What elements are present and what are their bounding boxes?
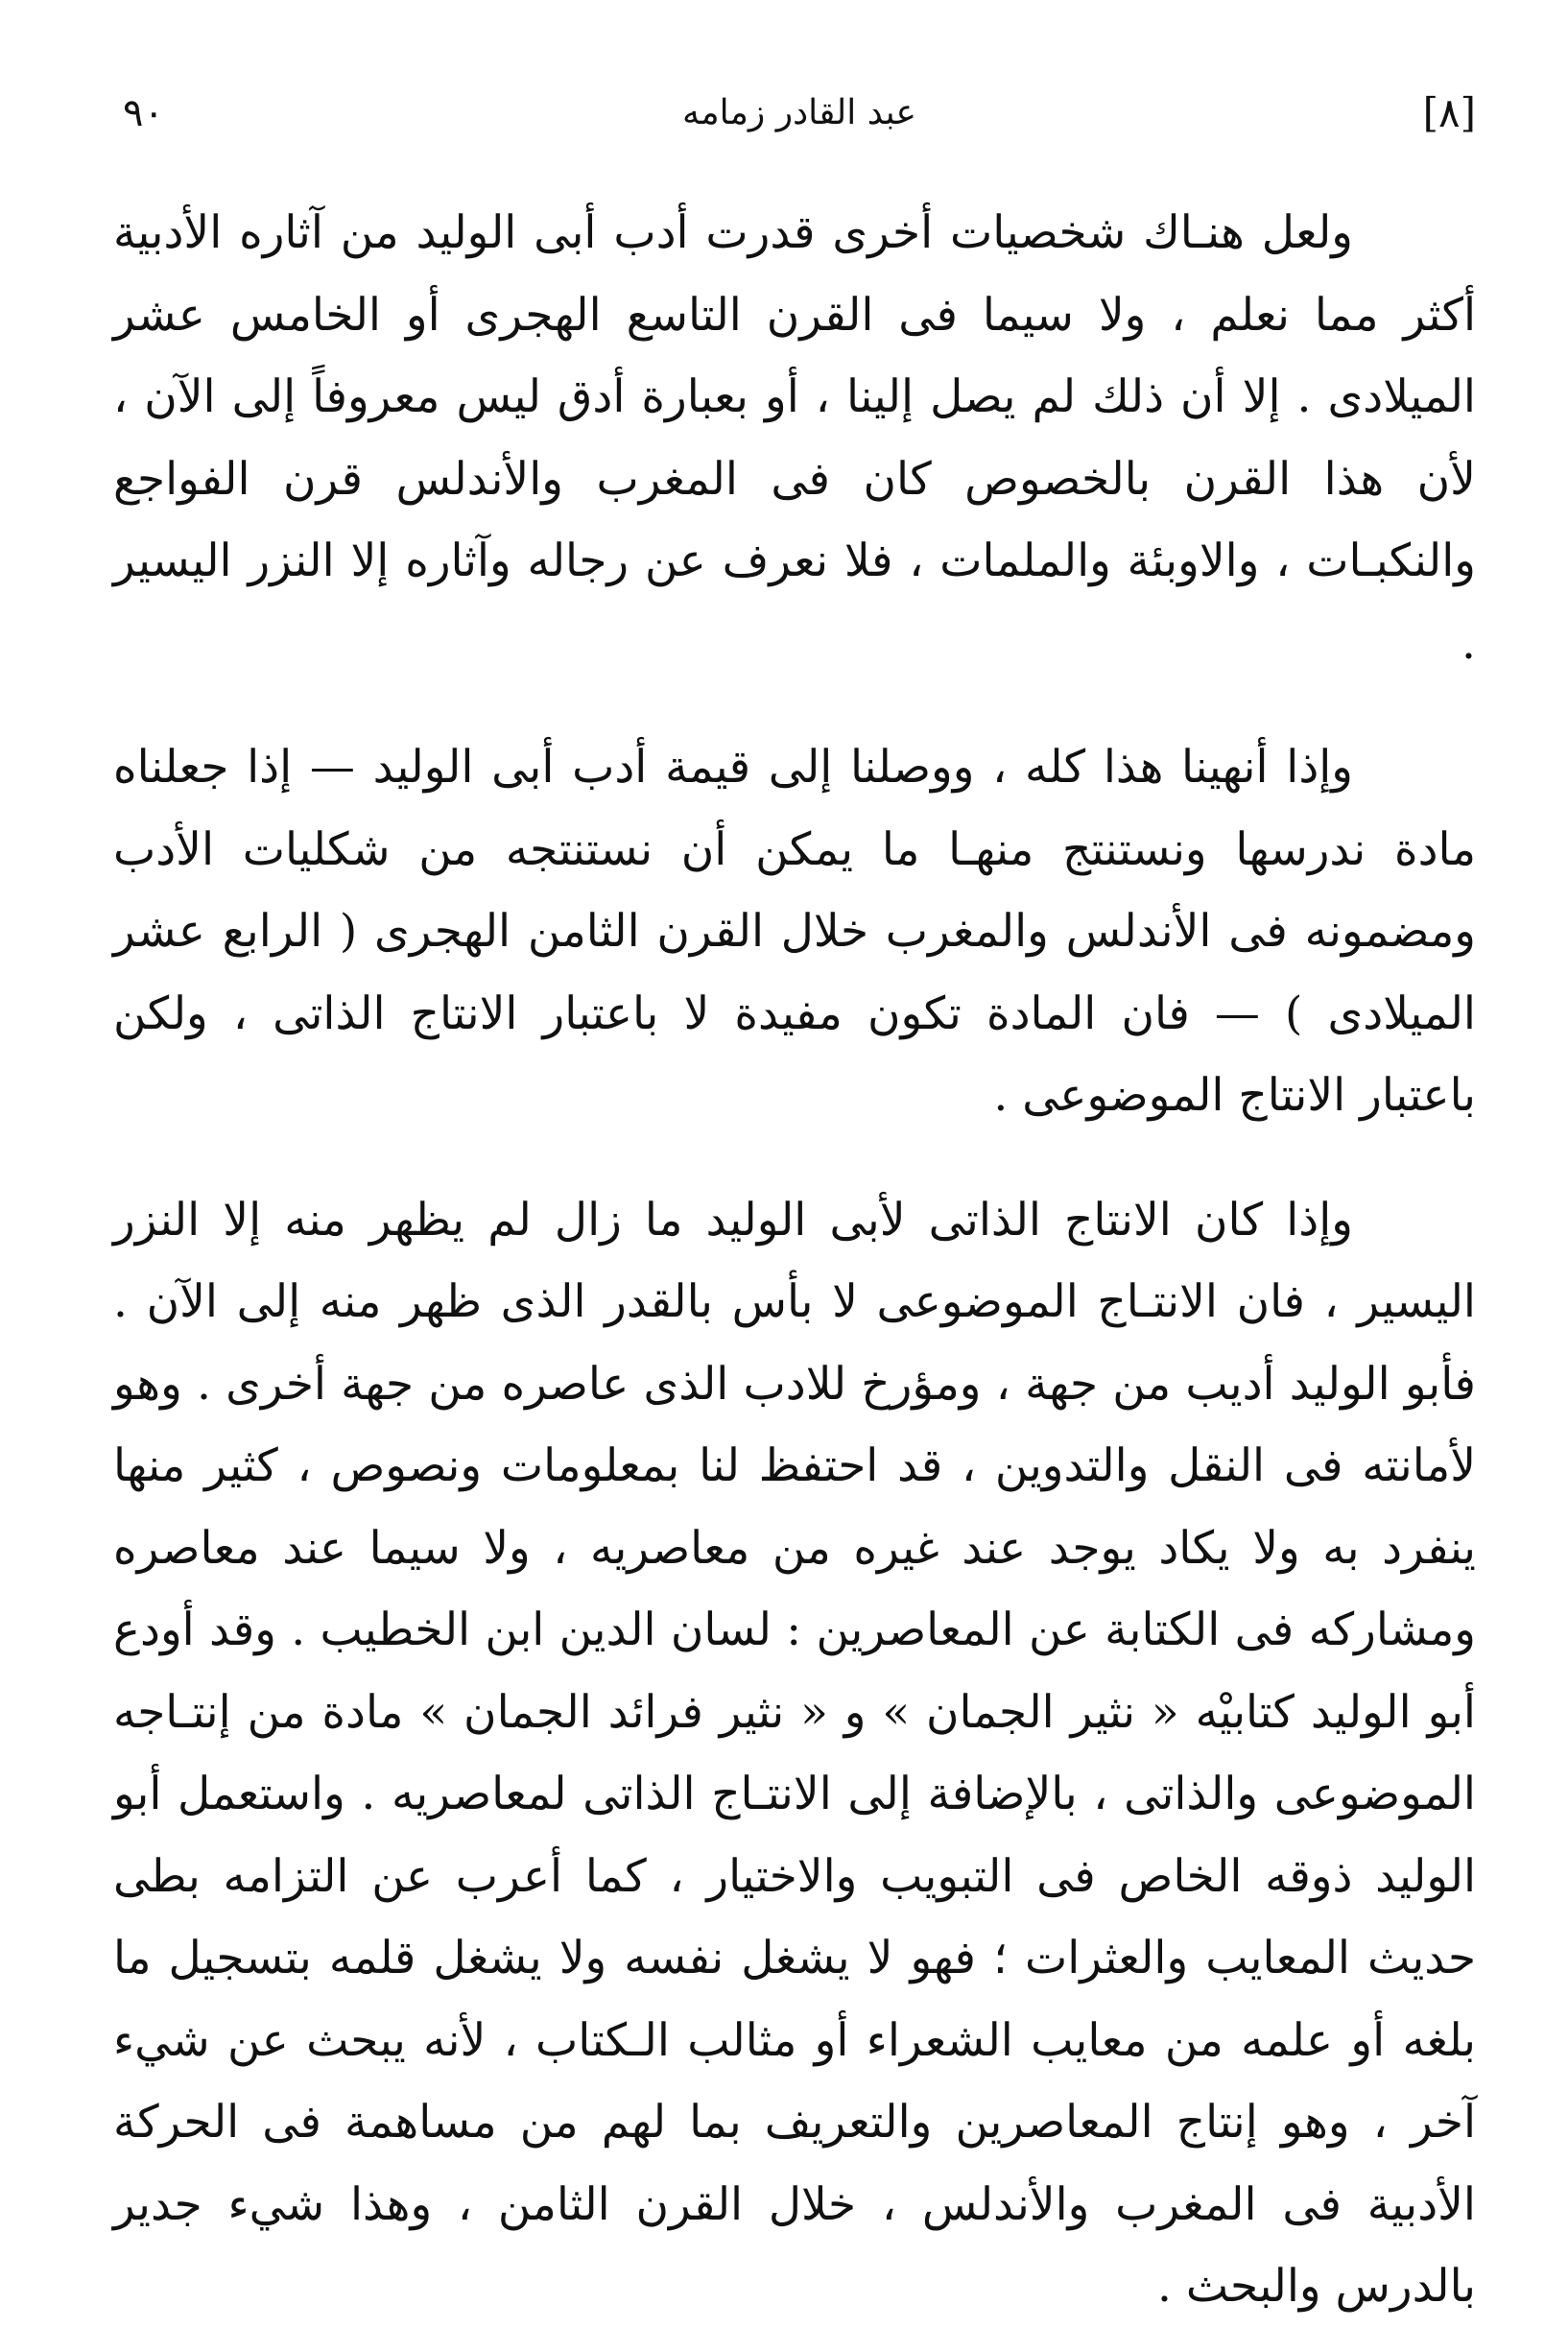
body-text — [113, 192, 1476, 2328]
paragraph-1: ولعل هنـاك شخصيات أخرى قدرت أدب أبى الوليد من آثاره الأدبية أكثر مما نعلم ، ولا سيما فى القرن التاسع الهجرى أو الخامس عشر الميلادى . إلا أن ذلك لم يصل إلينا ، أو بعبارة أدق ليس معروفاً إلى الآن ، لأن هذا القرن بالخصوص كان فى المغرب والأندلس قرن الفواجع والنكبـات ، والاوبئة والملمات ، فلا نعرف عن رجاله وآثاره إلا النزر اليسير . — [113, 206, 1476, 670]
running-title: عبد القادر زمامه — [682, 93, 916, 132]
paragraph-2: وإذا أنهينا هذا كله ، ووصلنا إلى قيمة أدب أبى الوليد — إذا جعلناه مادة ندرسها ونستنتج منهـا ما يمكن أن نستنتجه من شكليات الأدب ومضمونه فى الأندلس والمغرب خلال القرن الثامن الهجرى ( الرابع عشر الميلادى ) — فان المادة تكون مفيدة لا باعتبار الانتاج الذاتى ، ولكن باعتبار الانتاج الموضوعى . — [113, 741, 1476, 1122]
page-number: ٩٠ — [123, 91, 164, 135]
section-number: [٨] — [1422, 89, 1476, 136]
page-header — [123, 84, 1476, 142]
paragraph-3: وإذا كان الانتاج الذاتى لأبى الوليد ما زال لم يظهر منه إلا النزر اليسير ، فان الانتـاج الموضوعى لا بأس بالقدر الذى ظهر منه إلى الآن . فأبو الوليد أديب من جهة ، ومؤرخ للادب الذى عاصره من جهة أخرى . وهو لأمانته فى النقل والتدوين ، قد احتفظ لنا بمعلومات ونصوص ، كثير منها ينفرد به ولا يكاد يوجد عند غيره من معاصريه ، ولا سيما عند معاصره ومشاركه فى الكتابة عن المعاصرين : لسان الدين ابن الخطيب . وقد أودع أبو الوليد كتابيْه « نثير الجمان » و « نثير فرائد الجمان » مادة من إنتـاجه الموضوعى والذاتى ، بالإضافة إلى الانتـاج الذاتى لمعاصريه . واستعمل أبو الوليد ذوقه الخاص فى التبويب والاختيار ، كما أعرب عن التزامه بطى حديث المعايب والعثرات ؛ فهو لا يشغل نفسه ولا يشغل قلمه بتسجيل ما بلغه أو علمه من معايب الشعراء أو مثالب الـكتاب ، لأنه يبحث عن شيء آخر ، وهو إنتاج المعاصرين والتعريف بما لهم من مساهمة فى الحركة الأدبية فى المغرب والأندلس ، خلال القرن الثامن ، وهذا شيء جدير بالدرس والبحث . — [113, 1193, 1476, 2313]
